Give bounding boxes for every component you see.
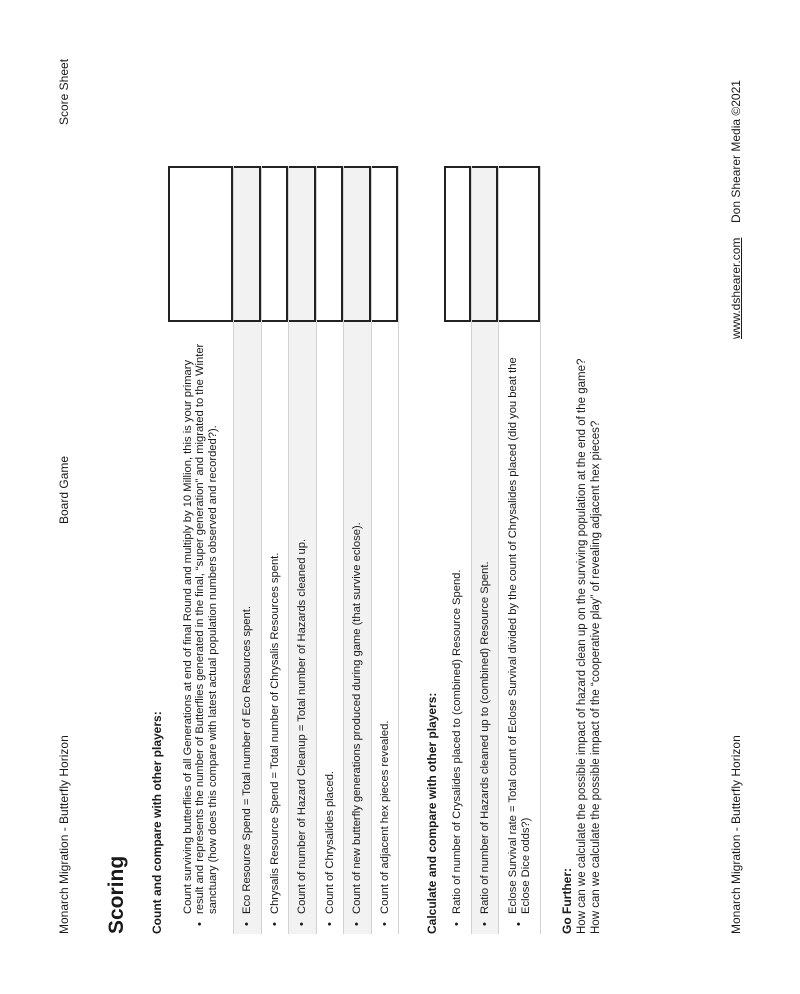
- bullet-icon: •: [478, 922, 491, 926]
- footer-credit: Don Shearer Media ©2021: [729, 80, 743, 223]
- page-title: Scoring: [105, 855, 128, 934]
- row-text: Eclose Survival rate = Total count of Eclose Survival divided by the count of Chrysalides placed (did you beat the Eclose Dice odds?): [506, 357, 532, 914]
- row-text: Ratio of number of Hazards cleaned up to (combined) Resource Spent.: [478, 561, 491, 914]
- bullet-icon: •: [351, 922, 364, 926]
- table-row: [344, 166, 372, 934]
- table-row: [317, 166, 344, 934]
- go-further-title: Go Further:: [560, 868, 574, 934]
- header-center: Board Game: [57, 455, 71, 524]
- row-text: Eco Resource Spend = Total number of Eco Resources spent.: [241, 606, 254, 914]
- score-box[interactable]: [234, 166, 261, 322]
- table-row: [234, 166, 262, 934]
- bullet-icon: •: [296, 922, 309, 926]
- table-row: [499, 166, 541, 934]
- section2-heading: Calculate and compare with other players:: [425, 692, 439, 934]
- score-box[interactable]: [472, 166, 498, 322]
- row-text: Count of Chrysalides placed.: [323, 770, 336, 914]
- score-box[interactable]: [344, 166, 371, 322]
- score-box[interactable]: [317, 166, 343, 322]
- bullet-icon: •: [451, 922, 464, 926]
- table-row: [472, 166, 499, 934]
- table-row: [372, 166, 399, 934]
- bullet-icon: •: [378, 922, 391, 926]
- table-row: [168, 166, 234, 934]
- row-text: Ratio of number of Crysalides placed to (combined) Resource Spend.: [451, 569, 464, 914]
- bullet-icon: •: [194, 922, 207, 926]
- row-text: Chrysalis Resource Spend = Total number of Chrysalis Resources spent.: [268, 552, 281, 914]
- row-text: Count of adjacent hex pieces revealed.: [378, 720, 391, 914]
- table-row: [262, 166, 289, 934]
- bullet-icon: •: [268, 922, 281, 926]
- table-row: [289, 166, 317, 934]
- score-box[interactable]: [372, 166, 398, 322]
- go-further-question: How can we calculate the possible impact of hazard clean up on the surviving population at the end of the game?: [576, 358, 588, 934]
- bullet-icon: •: [323, 922, 336, 926]
- footer-link[interactable]: [729, 238, 743, 339]
- score-box[interactable]: [444, 166, 471, 322]
- bullet-icon: •: [241, 922, 254, 926]
- score-box[interactable]: [289, 166, 316, 322]
- section1-heading: Count and compare with other players:: [150, 711, 164, 934]
- score-box[interactable]: [499, 166, 540, 322]
- website-link[interactable]: www.dshearer.com: [729, 237, 743, 339]
- score-box[interactable]: [262, 166, 288, 322]
- row-text: Count of new butterfly generations produced during game (that survive eclose).: [351, 522, 364, 914]
- header-left: Monarch Migration - Butterfly Horizon: [57, 735, 71, 934]
- section1-table: [168, 166, 399, 934]
- bullet-icon: •: [513, 922, 526, 926]
- row-text: Count surviving butterflies of all Generations at end of final Round and multiply by 10 Million, this is your primary result and represents the number of Butterflies generated in the final, “super generation” and migrated to the Winter sanctuary (how does this compare with latest actual population numbers observed and recorded?).: [181, 343, 219, 914]
- section2-table: [444, 166, 541, 934]
- footer-left: Monarch Migration - Butterfly Horizon: [729, 735, 743, 934]
- row-text: Count of number of Hazard Cleanup = Total number of Hazards cleaned up.: [296, 538, 309, 914]
- header-right: Score Sheet: [57, 58, 71, 125]
- score-box[interactable]: [168, 166, 233, 322]
- go-further-question: How can we calculate the possible impact of the “cooperative play” of revealing adjacent hex pieces?: [590, 420, 602, 934]
- table-row: [444, 166, 472, 934]
